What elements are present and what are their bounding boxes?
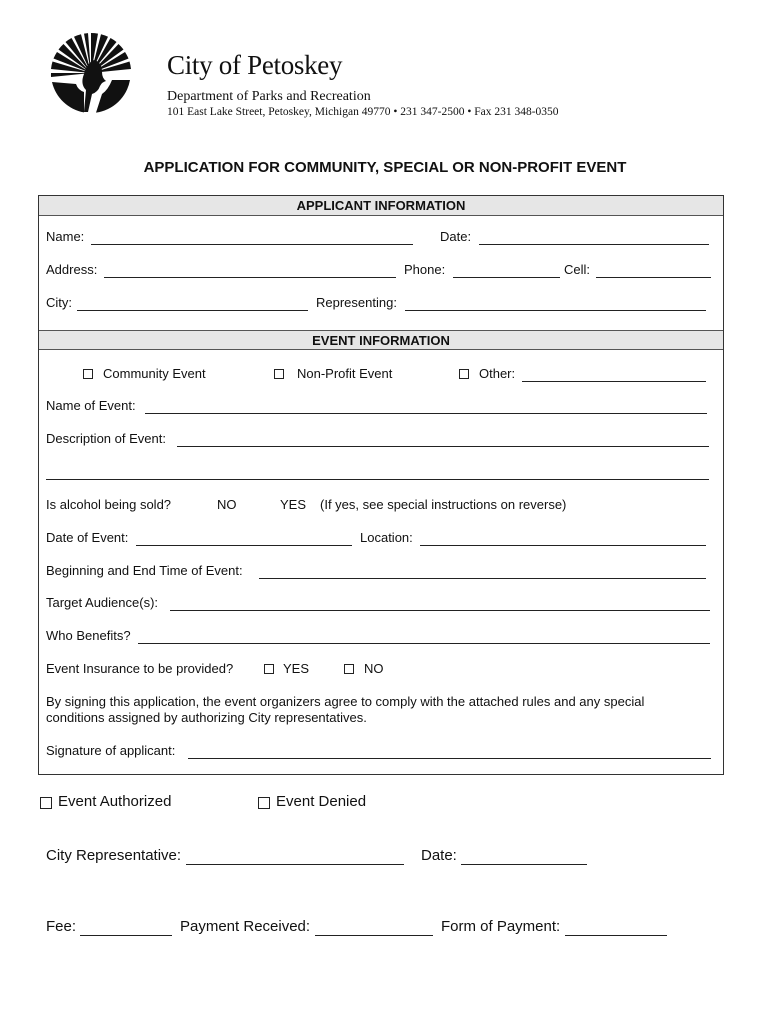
other-event-label: Other: [479, 366, 516, 381]
insurance-yes-label: YES [283, 661, 310, 676]
signature-field[interactable] [188, 758, 711, 759]
payment-received-field[interactable] [315, 935, 433, 936]
fee-label: Fee: [46, 918, 77, 935]
city-representative-label: City Representative: [46, 847, 182, 864]
department-name: Department of Parks and Recreation [167, 89, 371, 104]
phone-field[interactable] [453, 277, 560, 278]
event-time-field[interactable] [259, 578, 706, 579]
location-label: Location: [360, 530, 413, 545]
event-description-label: Description of Event: [46, 431, 166, 446]
date-label: Date: [440, 229, 472, 244]
representing-field[interactable] [405, 310, 706, 311]
non-profit-event-checkbox[interactable] [274, 369, 284, 379]
department-address: 101 East Lake Street, Petoskey, Michigan 49770 • 231 347-2500 • Fax 231 348-0350 [167, 106, 559, 118]
other-event-field[interactable] [522, 381, 706, 382]
community-event-label: Community Event [103, 366, 206, 381]
form-of-payment-label: Form of Payment: [441, 918, 561, 935]
event-authorized-checkbox[interactable] [40, 797, 52, 809]
insurance-yes-checkbox[interactable] [264, 664, 274, 674]
who-benefits-label: Who Benefits? [46, 628, 131, 643]
office-date-field[interactable] [461, 864, 587, 865]
insurance-no-label: NO [364, 661, 384, 676]
alcohol-note: (If yes, see special instructions on reverse) [320, 497, 567, 512]
payment-received-label: Payment Received: [180, 918, 311, 935]
agreement-text-line2: conditions assigned by authorizing City representatives. [46, 710, 367, 725]
name-label: Name: [46, 229, 85, 244]
non-profit-event-label: Non-Profit Event [297, 366, 393, 381]
agreement-text-line1: By signing this application, the event organizers agree to comply with the attached rules and any special [46, 694, 645, 709]
representing-label: Representing: [316, 295, 397, 310]
alcohol-yes-option[interactable]: YES [280, 497, 307, 512]
event-time-label: Beginning and End Time of Event: [46, 563, 243, 578]
event-authorized-label: Event Authorized [58, 793, 172, 810]
event-description-field[interactable] [177, 446, 709, 447]
city-logo [50, 32, 132, 114]
target-audience-field[interactable] [170, 610, 710, 611]
application-form-box [38, 195, 724, 775]
address-field[interactable] [104, 277, 396, 278]
name-field[interactable] [91, 244, 413, 245]
phone-label: Phone: [404, 262, 446, 277]
event-name-field[interactable] [145, 413, 707, 414]
event-denied-checkbox[interactable] [258, 797, 270, 809]
signature-label: Signature of applicant: [46, 743, 176, 758]
event-date-label: Date of Event: [46, 530, 129, 545]
event-date-field[interactable] [136, 545, 352, 546]
applicant-section-heading: APPLICANT INFORMATION [39, 196, 723, 216]
insurance-no-checkbox[interactable] [344, 664, 354, 674]
city-representative-field[interactable] [186, 864, 404, 865]
address-label: Address: [46, 262, 98, 277]
form-of-payment-field[interactable] [565, 935, 667, 936]
location-field[interactable] [420, 545, 706, 546]
alcohol-question: Is alcohol being sold? [46, 497, 172, 512]
event-section-heading: EVENT INFORMATION [39, 330, 723, 350]
insurance-question: Event Insurance to be provided? [46, 661, 234, 676]
event-denied-label: Event Denied [276, 793, 367, 810]
other-event-checkbox[interactable] [459, 369, 469, 379]
city-name: City of Petoskey [167, 50, 343, 80]
office-date-label: Date: [421, 847, 457, 864]
fee-field[interactable] [80, 935, 172, 936]
city-label: City: [46, 295, 72, 310]
community-event-checkbox[interactable] [83, 369, 93, 379]
target-audience-label: Target Audience(s): [46, 595, 159, 610]
cell-label: Cell: [564, 262, 591, 277]
alcohol-no-option[interactable]: NO [217, 497, 237, 512]
date-field[interactable] [479, 244, 709, 245]
city-field[interactable] [77, 310, 308, 311]
form-title: APPLICATION FOR COMMUNITY, SPECIAL OR NON-PROFIT EVENT [143, 159, 627, 176]
who-benefits-field[interactable] [138, 643, 710, 644]
event-name-label: Name of Event: [46, 398, 136, 413]
cell-field[interactable] [596, 277, 711, 278]
event-description-field-line2[interactable] [46, 479, 709, 480]
